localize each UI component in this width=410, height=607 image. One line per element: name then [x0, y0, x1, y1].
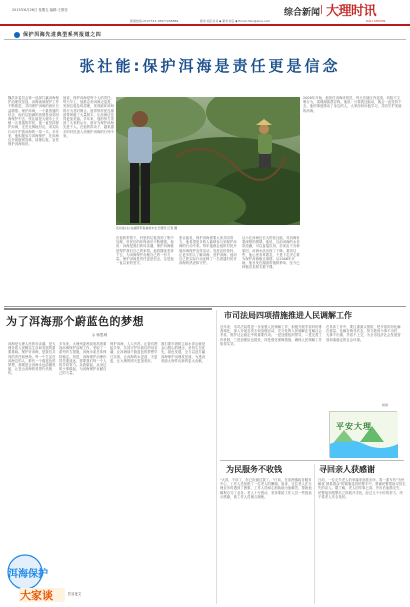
issue-date-line: 2015年6月26日 星期五 编辑:王倩莹: [12, 8, 68, 12]
photo-caption: 张社能(左)在湖滨带查看树木生长情况 记者 摄: [116, 226, 178, 230]
series-marker-icon: [14, 32, 20, 38]
series-banner: [4, 31, 406, 40]
main-story-col-5: 从小在洱海边长大的张社能，对洱海有着深厚的感情。他说，以前洱海的水非常清澈，可以直接饮用，后来由于各种原因，洱海水质出现了下降。看到这些，他心里非常着急，于是下定决心要为保护洱海做点事情。从2006年开始，他自发在湖滨带植树种草，至今已种植各类树木数千棵。: [242, 236, 300, 270]
main-story-col-4: 张社能说，保护洱海需要大家共同努力，他希望更多的人能够参与到保护洱海的行动中来。每年他都会组织村民开展洱海保护宣传活动，发放宣传资料，让更多的人了解洱海、爱护洱海。他用自己的实际行动诠释了一名普通村民对洱海的热爱和守护。: [179, 236, 237, 266]
masthead-english: DALI SHIXUN: [366, 19, 386, 23]
safe-dali-badge: [329, 411, 397, 457]
reunion-story-title: 寻回亲人获感谢: [319, 465, 375, 474]
service-story-title: 为民服务不收钱: [226, 465, 282, 474]
column-logo-subtitle: 栏目征文: [68, 592, 82, 596]
header-divider: |: [320, 5, 324, 15]
left-story-author: ◎ 杨思城: [92, 333, 108, 337]
judicial-story-author: 杨建: [382, 403, 389, 407]
section-name: 综合新闻: [284, 8, 321, 18]
column-logo: [5, 552, 75, 604]
service-story-body: "大叔，不用了，你已经谢过我了。"日前，在喜洲镇政务服务中心，工作人员拒绝了一位老人的酬谢。原来，这位老人在办理业务时遇到了困难，工作人员耐心细致地为他解答，帮助他顺利办完了业务。老人十分感动，坚持要给工作人员一些钱表示感谢，被工作人员婉言谢绝。: [220, 478, 312, 499]
logo-top-text: 洱海保护: [8, 569, 48, 580]
right-divider: [220, 460, 404, 461]
right-column-divider: [314, 464, 315, 604]
logo-bottom-text: 大家谈: [20, 589, 53, 602]
badge-graphic: [330, 412, 398, 458]
main-story-photo: [116, 97, 300, 225]
left-story-col-4: 我们要牢固树立绿水青山就是金山银山的理念，坚持生态优先，绿色发展，全力以赴打赢洱海保护治理攻坚战，为建设美丽大理作出新的更大贡献。: [161, 342, 206, 363]
news-hotline: 新闻热线:2127743 18977208889: [130, 19, 179, 23]
main-story-col-1: 魏洪冲委员会第一选择打赢洱海保护治理攻坚战，洱海流域保护工作不断推进，共同保护洱海的意识日益增强。保护洱海，一个最普通的信念，他们以饱满的热情投身到洱海保护中去。张社能是大理市上关镇一名普通的村民，他一直坚持保护洱海，无怨无悔地付出，用实际行动守护着洱海的一草一木。多年来，他积极参与洱海保护，在洱海边开展植树造林，清理垃圾，宣传保护洱海知识。: [8, 96, 59, 147]
left-story-col-2: 多年来，大理州委州政府高度重视洱海保护治理工作，采取了一系列有力措施，洱海水质总体保持稳定。但是，洱海保护治理仍然任重道远，需要我们每一个人的共同努力。从我做起，从身边的小事做起，为洱海保护贡献自己的力量。: [59, 342, 107, 376]
column-divider: [216, 310, 217, 604]
column-logo-graphic: [5, 552, 75, 604]
left-story-col-1: 洱海是大理人民的母亲湖，是大理各族人民赖以生存和发展的重要基础。保护好洱海，是我们共同的责任和使命。每一个生活在洱海边的人，都有一个蔚蓝色的梦想，那就是让洱海永远清澈美丽，让苍山洱海的美景代代相传。: [8, 342, 56, 376]
series-title: 保护洱海先进典型系列报道之四: [23, 32, 102, 38]
main-story-col-3: 在他的带领下，村里的垃圾得到了集中处理，村民们的环保意识不断增强。他说：洱海是我们的母亲湖，保护洱海就是保护我们自己的家园。他将继续坚持下去，为洱海保护贡献自己的一份力量。保护洱海是责任更是信念，这是他一直以来的坚守。: [116, 236, 174, 266]
judicial-story-body: 近年来，市司法局将进一步加强人民调解工作，积极开展矛盾纠纷排查调处，深入开展各类专项治理活动，充分发挥人民调解在化解社会矛盾、维护社会稳定中的重要作用。一是加强组织领导，二是完善工作机制，三是加强队伍建设，四是强化保障措施，确保人民调解工作取得实效。: [220, 325, 322, 346]
left-story-col-3: 保护洱海，人人有责。让我们携起手来，共同守护好我们的母亲湖，让洱海那个蔚蓝色的梦想早日实现，让洱海的水更清、天更蓝，让大理的明天更加美好。: [110, 342, 158, 363]
contact-email: 新华书店书书 ◆ 新华书店 ◆ Email:dlsx@sina.com: [200, 19, 271, 23]
main-story-col-2: 他说，保护洱海是每个人的责任。每天早上，他都会到洱海边巡查，发现垃圾及时清理，发现破坏洱海的行为及时制止。他带领村民在湖滨带种植了大量树木，让洱海边变得更加美丽。多年来，他的努力得到了大家的认可，被评为保护洱海先进个人。在他的带动下，越来越多的村民加入到保护洱海的行列中来。: [63, 96, 114, 138]
photo-illustration: [116, 97, 300, 225]
badge-label: 平安大理: [336, 422, 372, 431]
judicial-story-title: 市司法局四项措施推进人民调解工作: [224, 311, 352, 320]
judicial-story-body-2: 在具体工作中，要注重源头预防，把矛盾纠纷化解在基层、化解在萌芽状态，努力做到小事不出村、大事不出镇、矛盾不上交，为全市经济社会发展营造和谐稳定的社会环境。: [326, 325, 401, 342]
section-divider: [4, 306, 406, 307]
reunion-story-body: 日前，一位走失老人的家属来到派出所，将一面写有"为民解忧 情系群众"的锦旗送到民警手中，感谢民警帮助寻回走失的亲人。据了解，老人因年事已高，外出后迷路走失，民警接到报警后立即展开寻找，经过几个小时的努力，终于将老人安全找回。: [318, 478, 406, 499]
page-header: [0, 0, 410, 26]
main-headline: 张社能:保护洱海是责任更是信念: [79, 57, 341, 75]
main-story-col-6: 2008年开始，他担任洱海协管员，每天在辖区内巡查，劝阻不文明行为，清理湖面漂浮物。他说：只要我还能动，就会一直坚持下去。他的事迹感动了身边的人，大家纷纷向他学习，共同守护美丽的洱海。: [303, 96, 402, 113]
left-story-title: 为了洱海那个蔚蓝色的梦想: [6, 315, 144, 328]
newspaper-masthead: 大理时讯: [326, 4, 377, 19]
